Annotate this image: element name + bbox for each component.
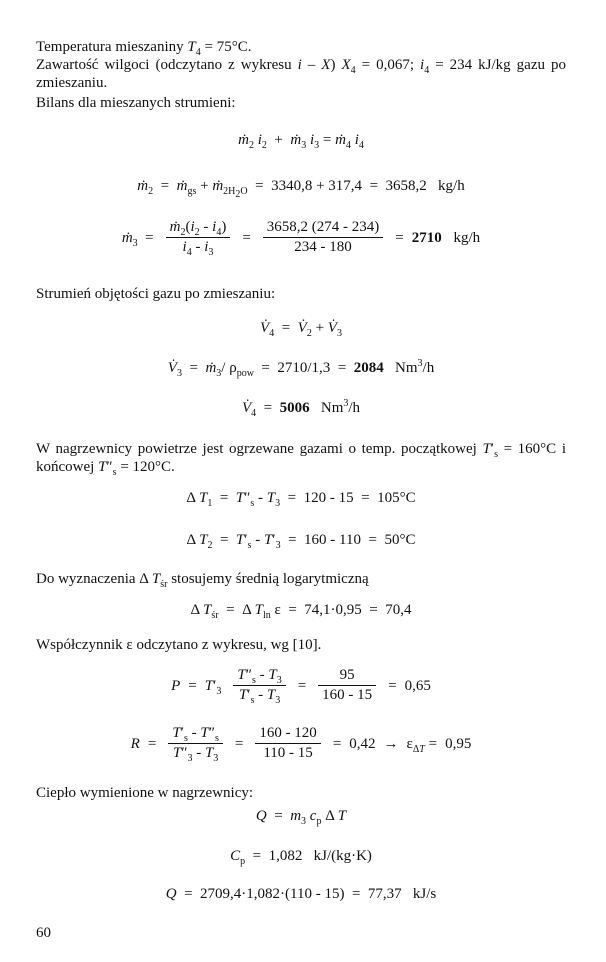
m3-denominator: 234 - 180 (294, 239, 352, 255)
v4-unit: Nm (320, 400, 344, 416)
equation-P: P = $T'_3$ $\frac{T''_s - T_3}{T'_s - T_3}$ = $\frac{95}{160 - 15}$ = 0,65 (171, 667, 431, 706)
equation-balance: ṁ$_2$ $i_2$ + ṁ$_3$ $i_3$ = ṁ$_4$ $i_4$ (238, 132, 364, 151)
R-symbolic-fraction: $\frac{T'_s - T''_s}{T''_3 - T_3}$ (168, 724, 223, 763)
text-mixture-temperature: Temperatura mieszaniny $T_4 = 75^\circ C$. (36, 39, 252, 58)
dTsr-result: 70,4 (385, 602, 412, 618)
Q-unit: kJ/s (412, 886, 437, 902)
equation-v4-sum: $V̇_4$ = $V̇_2$ + $V̇_3$ (260, 320, 342, 339)
P-numerator: 95 (318, 666, 376, 686)
R-numeric-fraction (255, 724, 321, 763)
equation-dTsr: Δ $T_{śr} = \Delta$ $T_{ln}$ ε = 74,1·0,95 = 70,4 (190, 602, 412, 621)
dT2-values: 160 - 110 (304, 532, 361, 548)
equation-cp: $C_p = 1,082$ kJ/(kg·K) (230, 848, 372, 867)
dT2-result: 50°C (384, 532, 416, 548)
dT1-values: 120 - 15 (303, 490, 354, 506)
cp-value: 1,082 (268, 848, 303, 864)
P-denominator: 160 - 15 (322, 687, 373, 703)
v3-unit: Nm (395, 360, 418, 376)
P-result: 0,65 (404, 677, 431, 694)
P-symbolic-fraction: $\frac{T''_s - T_3}{T'_s - T_3}$ (233, 666, 285, 705)
P-numeric-fraction (318, 666, 376, 705)
dTsr-values: 74,1·0,95 (304, 602, 362, 618)
R-numerator: 160 - 120 (255, 724, 321, 744)
m3-numerator: 3658,2 (274 - 234) (263, 218, 384, 238)
m2-result: 3658,2 (385, 178, 427, 194)
v4-result: 5006 (279, 400, 310, 416)
R-denominator: 110 - 15 (263, 745, 313, 761)
equation-dT2: Δ $T_2 = T'_s - T'_3 = 160 - 110 = 50^\circ C$ (186, 532, 416, 551)
epsilon-result: 0,95 (445, 735, 472, 752)
equation-m3: ṁ$_3$ = $\frac{ṁ_2(i_2 - i_4)}{i_4 - i_3}$ = $\frac{3658,2 (274 - 234)}{234 - 180}$ = 2710 kg/h (121, 219, 481, 258)
m3-result: 2710 (411, 229, 442, 246)
m2-sum: 3340,8 + 317,4 (271, 178, 363, 194)
R-result: 0,42 (349, 735, 376, 752)
text-moisture-content: Zawartość wilgoci (odczytano z wykresu i – X) $X_4 = 0,067$; $i_4 = 234$ kJ/kg gazu po zmieszaniu. (36, 57, 567, 91)
page-number: 60 (36, 925, 51, 941)
equation-Q-value: Q = 2709,4·1,082·(110 - 15) = 77,37 kJ/s (165, 886, 437, 902)
v3-result: 2084 (353, 360, 384, 376)
text-balance-heading: Bilans dla mieszanych strumieni: (36, 95, 236, 111)
dT1-result: 105°C (377, 490, 416, 506)
text-log-mean: Do wyznaczenia Δ $T_{śr}$ stosujemy średnią logarytmiczną (36, 571, 369, 590)
equation-m2: ṁ$_2$ = ṁ$_{gs}$ + ṁ$_{2H_2O}$ = 3340,8 + 317,4 = 3658,2 kg/h (137, 178, 465, 200)
m2-unit: kg/h (438, 178, 465, 194)
Q-values: 2709,4·1,082·(110 - 15) (200, 886, 345, 902)
text-volume-flow-heading: Strumień objętości gazu po zmieszaniu: (36, 286, 276, 302)
text-heat-exchanged: Ciepło wymienione w nagrzewnicy: (36, 785, 254, 801)
m3-numeric-fraction (263, 218, 384, 257)
equation-dT1: Δ $T_1 = T''_s - T_3 = 120 - 15 = 105^\circ C$ (186, 490, 416, 509)
equation-v4: $V̇_4 = 5006$ Nm$^3$/h (241, 398, 361, 419)
m3-unit: kg/h (453, 229, 481, 246)
equation-R: R = $\frac{T'_s - T''_s}{T''_3 - T_3}$ = $\frac{160 - 120}{110 - 15}$ = 0,42 → $\varepsilon_{\Delta T}$ = 0,95 (130, 725, 472, 764)
v3-value: 2710/1,3 (277, 360, 331, 376)
Q-result: 77,37 (367, 886, 402, 902)
cp-unit: kJ/(kg·K) (313, 848, 372, 864)
m3-symbolic-fraction: $\frac{ṁ_2(i_2 - i_4)}{i_4 - i_3}$ (166, 218, 231, 257)
equation-Q-formula: $Q = m_3$ $c_p$ Δ T (255, 808, 347, 827)
text-epsilon: Współczynnik ε odczytano z wykresu, wg [10]. (36, 637, 322, 653)
equation-v3: $V̇_3$ = ṁ$_3$/ $\rho_{pow} = 2710/1,3 = 2084$ Nm$^3$/h (167, 358, 435, 379)
text-heater: W nagrzewnicy powietrze jest ogrzewane gazami o temp. początkowej $T'_s = 160^\circ C$ i końcowej $T''_s = 120^\circ C$. (36, 441, 566, 478)
